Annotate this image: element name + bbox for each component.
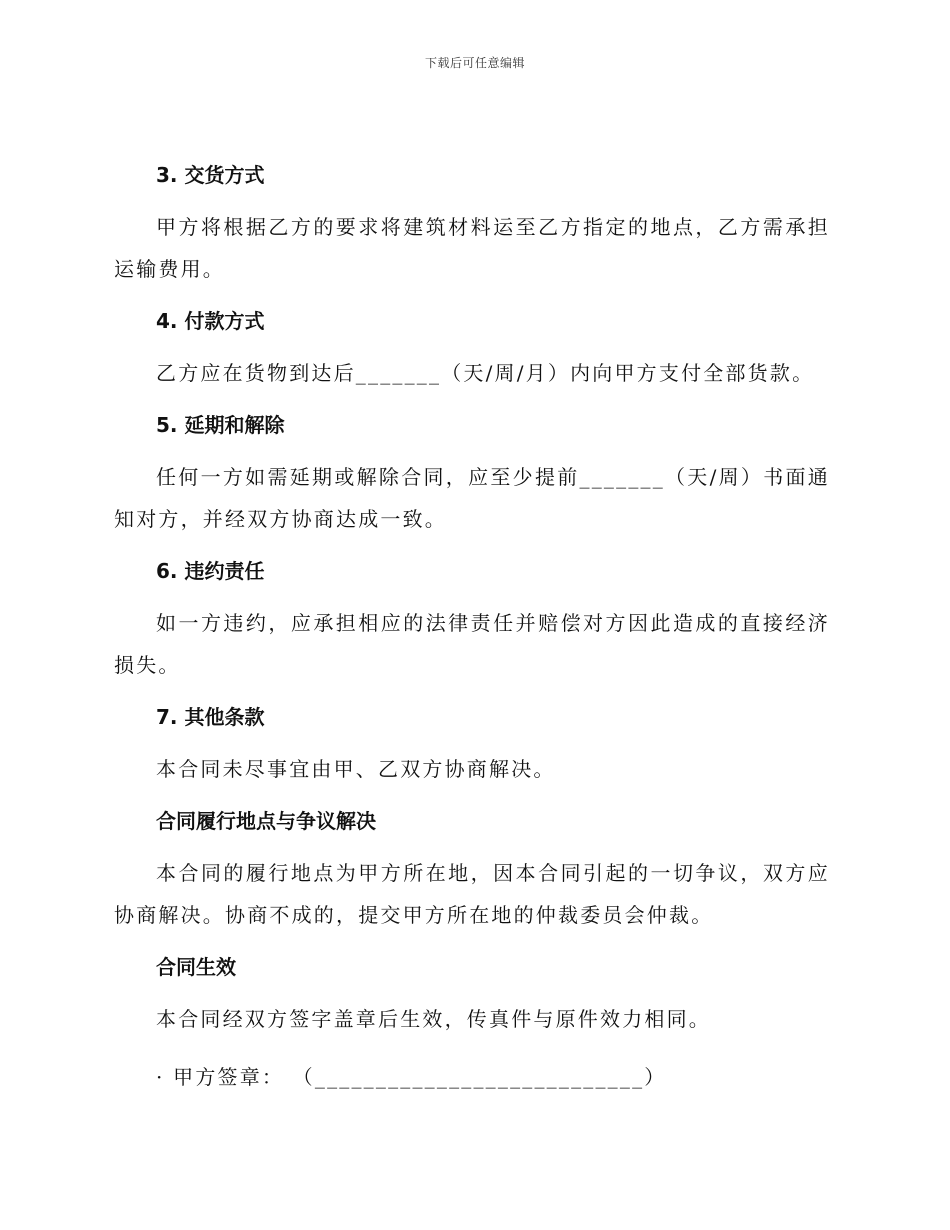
section-heading-payment: 4. 付款方式 <box>156 309 265 333</box>
section-heading-other: 7. 其他条款 <box>156 705 265 729</box>
party-a-signature-line: · 甲方签章： （___________________________） <box>156 1065 667 1089</box>
section-text-extension: 任何一方如需延期或解除合同，应至少提前_______（天/周）书面通知对方，并经双方协商达成一致。 <box>114 465 830 531</box>
header-note: 下载后可任意编辑 <box>424 56 525 70</box>
section-text-liability: 如一方违约，应承担相应的法律责任并赔偿对方因此造成的直接经济损失。 <box>114 611 830 677</box>
section-text-delivery: 甲方将根据乙方的要求将建筑材料运至乙方指定的地点，乙方需承担运输费用。 <box>114 215 830 281</box>
section-heading-dispute: 合同履行地点与争议解决 <box>156 809 376 833</box>
document-body <box>114 160 830 1098</box>
section-heading-delivery: 3. 交货方式 <box>156 163 265 187</box>
section-heading-effect: 合同生效 <box>156 955 236 979</box>
section-text-other: 本合同未尽事宜由甲、乙双方协商解决。 <box>156 757 556 781</box>
section-text-effect: 本合同经双方签字盖章后生效，传真件与原件效力相同。 <box>156 1007 711 1031</box>
section-text-dispute: 本合同的履行地点为甲方所在地，因本合同引起的一切争议，双方应协商解决。协商不成的，提交甲方所在地的仲裁委员会仲裁。 <box>114 861 830 927</box>
section-text-payment: 乙方应在货物到达后_______（天/周/月）内向甲方支付全部货款。 <box>156 361 815 385</box>
section-heading-liability: 6. 违约责任 <box>156 559 265 583</box>
section-heading-extension: 5. 延期和解除 <box>156 413 285 437</box>
